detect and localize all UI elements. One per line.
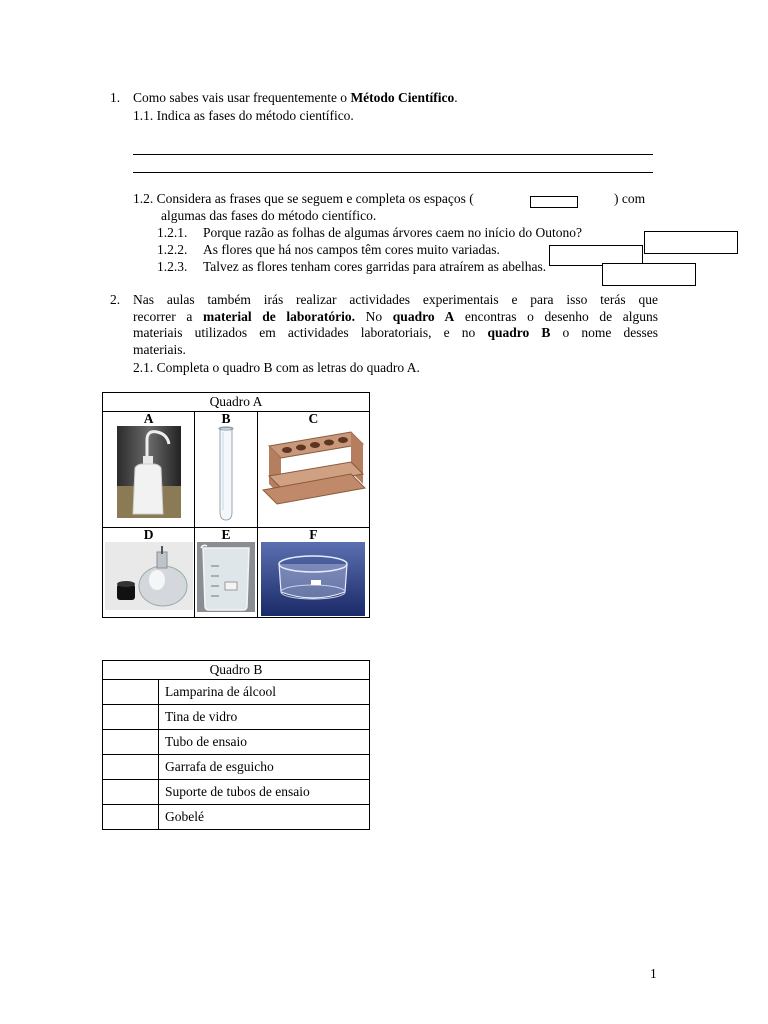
q1-item-2-text: As flores que há nos campos têm cores muito variadas. bbox=[203, 242, 500, 257]
q1-text-bold: Método Científico bbox=[350, 90, 455, 105]
quadro-b-table bbox=[102, 660, 370, 830]
q1-item-1-num: 1.2.1. bbox=[157, 225, 188, 240]
quadro-b-answer-2[interactable] bbox=[103, 705, 159, 730]
quadro-b-title: Quadro B bbox=[103, 661, 370, 680]
q1-item-3 bbox=[157, 259, 546, 275]
page-number: 1 bbox=[650, 966, 657, 981]
q2-line2-pre: recorrer a bbox=[133, 308, 203, 324]
q1-item-1 bbox=[157, 225, 582, 241]
q2-line3-pre: materiais utilizados em actividades laboratoriais, e no bbox=[133, 325, 488, 340]
quadro-a-letter-e: E bbox=[221, 527, 231, 542]
q2-line4: materiais. bbox=[133, 341, 186, 357]
quadro-a-cell-f bbox=[257, 528, 369, 618]
quadro-b-answer-4[interactable] bbox=[103, 755, 159, 780]
answer-line-1[interactable] bbox=[133, 154, 653, 155]
q2-sub1: 2.1. Completa o quadro B com as letras do quadro A. bbox=[133, 360, 420, 375]
quadro-b-item-5: Suporte de tubos de ensaio bbox=[159, 780, 370, 805]
q2-line1: Nas aulas também irás realizar actividades experimentais e para isso terás que bbox=[133, 292, 658, 307]
answer-box-1[interactable] bbox=[644, 231, 738, 254]
quadro-b-answer-1[interactable] bbox=[103, 680, 159, 705]
quadro-b-item-4: Garrafa de esguicho bbox=[159, 755, 370, 780]
quadro-a-letter-a: A bbox=[143, 411, 154, 426]
quadro-b-answer-3[interactable] bbox=[103, 730, 159, 755]
q2-line2-bold1: material de laboratório. bbox=[202, 308, 356, 324]
quadro-a-table bbox=[102, 392, 370, 618]
q1-item-2-num: 1.2.2. bbox=[157, 242, 188, 257]
q2-line3-post: o nome desses bbox=[550, 325, 659, 340]
quadro-a-cell-a bbox=[103, 412, 195, 528]
quadro-a-letter-b: B bbox=[221, 411, 231, 426]
test-tube-image bbox=[211, 426, 241, 522]
quadro-b-item-2: Tina de vidro bbox=[159, 705, 370, 730]
q1-item-3-text: Talvez as flores tenham cores garridas para atraírem as abelhas. bbox=[203, 259, 547, 274]
example-blank-box bbox=[530, 196, 578, 208]
q2-line3 bbox=[133, 325, 658, 342]
quadro-a-title: Quadro A bbox=[103, 393, 370, 412]
crystallizing-dish-image bbox=[261, 542, 365, 616]
q2-paragraph bbox=[133, 292, 658, 358]
quadro-a-letter-c: C bbox=[308, 411, 319, 426]
q1-text-pre: Como sabes vais usar frequentemente o bbox=[133, 90, 351, 105]
quadro-b-item-6: Gobelé bbox=[159, 805, 370, 830]
quadro-b-answer-5[interactable] bbox=[103, 780, 159, 805]
test-tube-rack-image bbox=[259, 426, 367, 522]
quadro-a-letter-f: F bbox=[309, 527, 318, 542]
q2-number: 2. bbox=[110, 292, 121, 307]
q1-sub2-pre: 1.2. Considera as frases que se seguem e completa os espaços ( bbox=[133, 191, 474, 206]
q2-line2-mid: No bbox=[355, 308, 393, 324]
q1-text bbox=[133, 90, 458, 106]
answer-line-2[interactable] bbox=[133, 172, 653, 173]
q1-text-post: . bbox=[454, 90, 458, 105]
alcohol-lamp-image bbox=[105, 542, 193, 610]
q1-sub1: 1.1. Indica as fases do método científico. bbox=[133, 108, 354, 123]
q1-sub2-post: ) com bbox=[614, 191, 646, 206]
q2-line2-bold2: quadro A bbox=[392, 308, 455, 324]
quadro-a-cell-b bbox=[195, 412, 257, 528]
q1-number: 1. bbox=[110, 90, 121, 105]
quadro-a-letter-d: D bbox=[143, 527, 154, 542]
quadro-b-item-3: Tubo de ensaio bbox=[159, 730, 370, 755]
q1-sub2-line2: algumas das fases do método científico. bbox=[161, 208, 377, 223]
q1-sub2 bbox=[133, 191, 474, 207]
quadro-b-item-1: Lamparina de álcool bbox=[159, 680, 370, 705]
wash-bottle-image bbox=[117, 426, 181, 518]
quadro-a-cell-c bbox=[257, 412, 369, 528]
answer-box-3[interactable] bbox=[602, 263, 696, 286]
quadro-b-answer-6[interactable] bbox=[103, 805, 159, 830]
q2-line2-post: encontras o desenho de alguns bbox=[454, 308, 659, 324]
q2-line3-bold: quadro B bbox=[487, 325, 551, 340]
q1-item-2 bbox=[157, 242, 500, 258]
quadro-a-cell-d bbox=[103, 528, 195, 618]
q1-item-1-text: Porque razão as folhas de algumas árvores caem no início do Outono? bbox=[203, 225, 583, 240]
beaker-image bbox=[197, 542, 255, 612]
q2-line2 bbox=[133, 309, 658, 326]
q1-item-3-num: 1.2.3. bbox=[157, 259, 188, 274]
quadro-a-cell-e bbox=[195, 528, 257, 618]
